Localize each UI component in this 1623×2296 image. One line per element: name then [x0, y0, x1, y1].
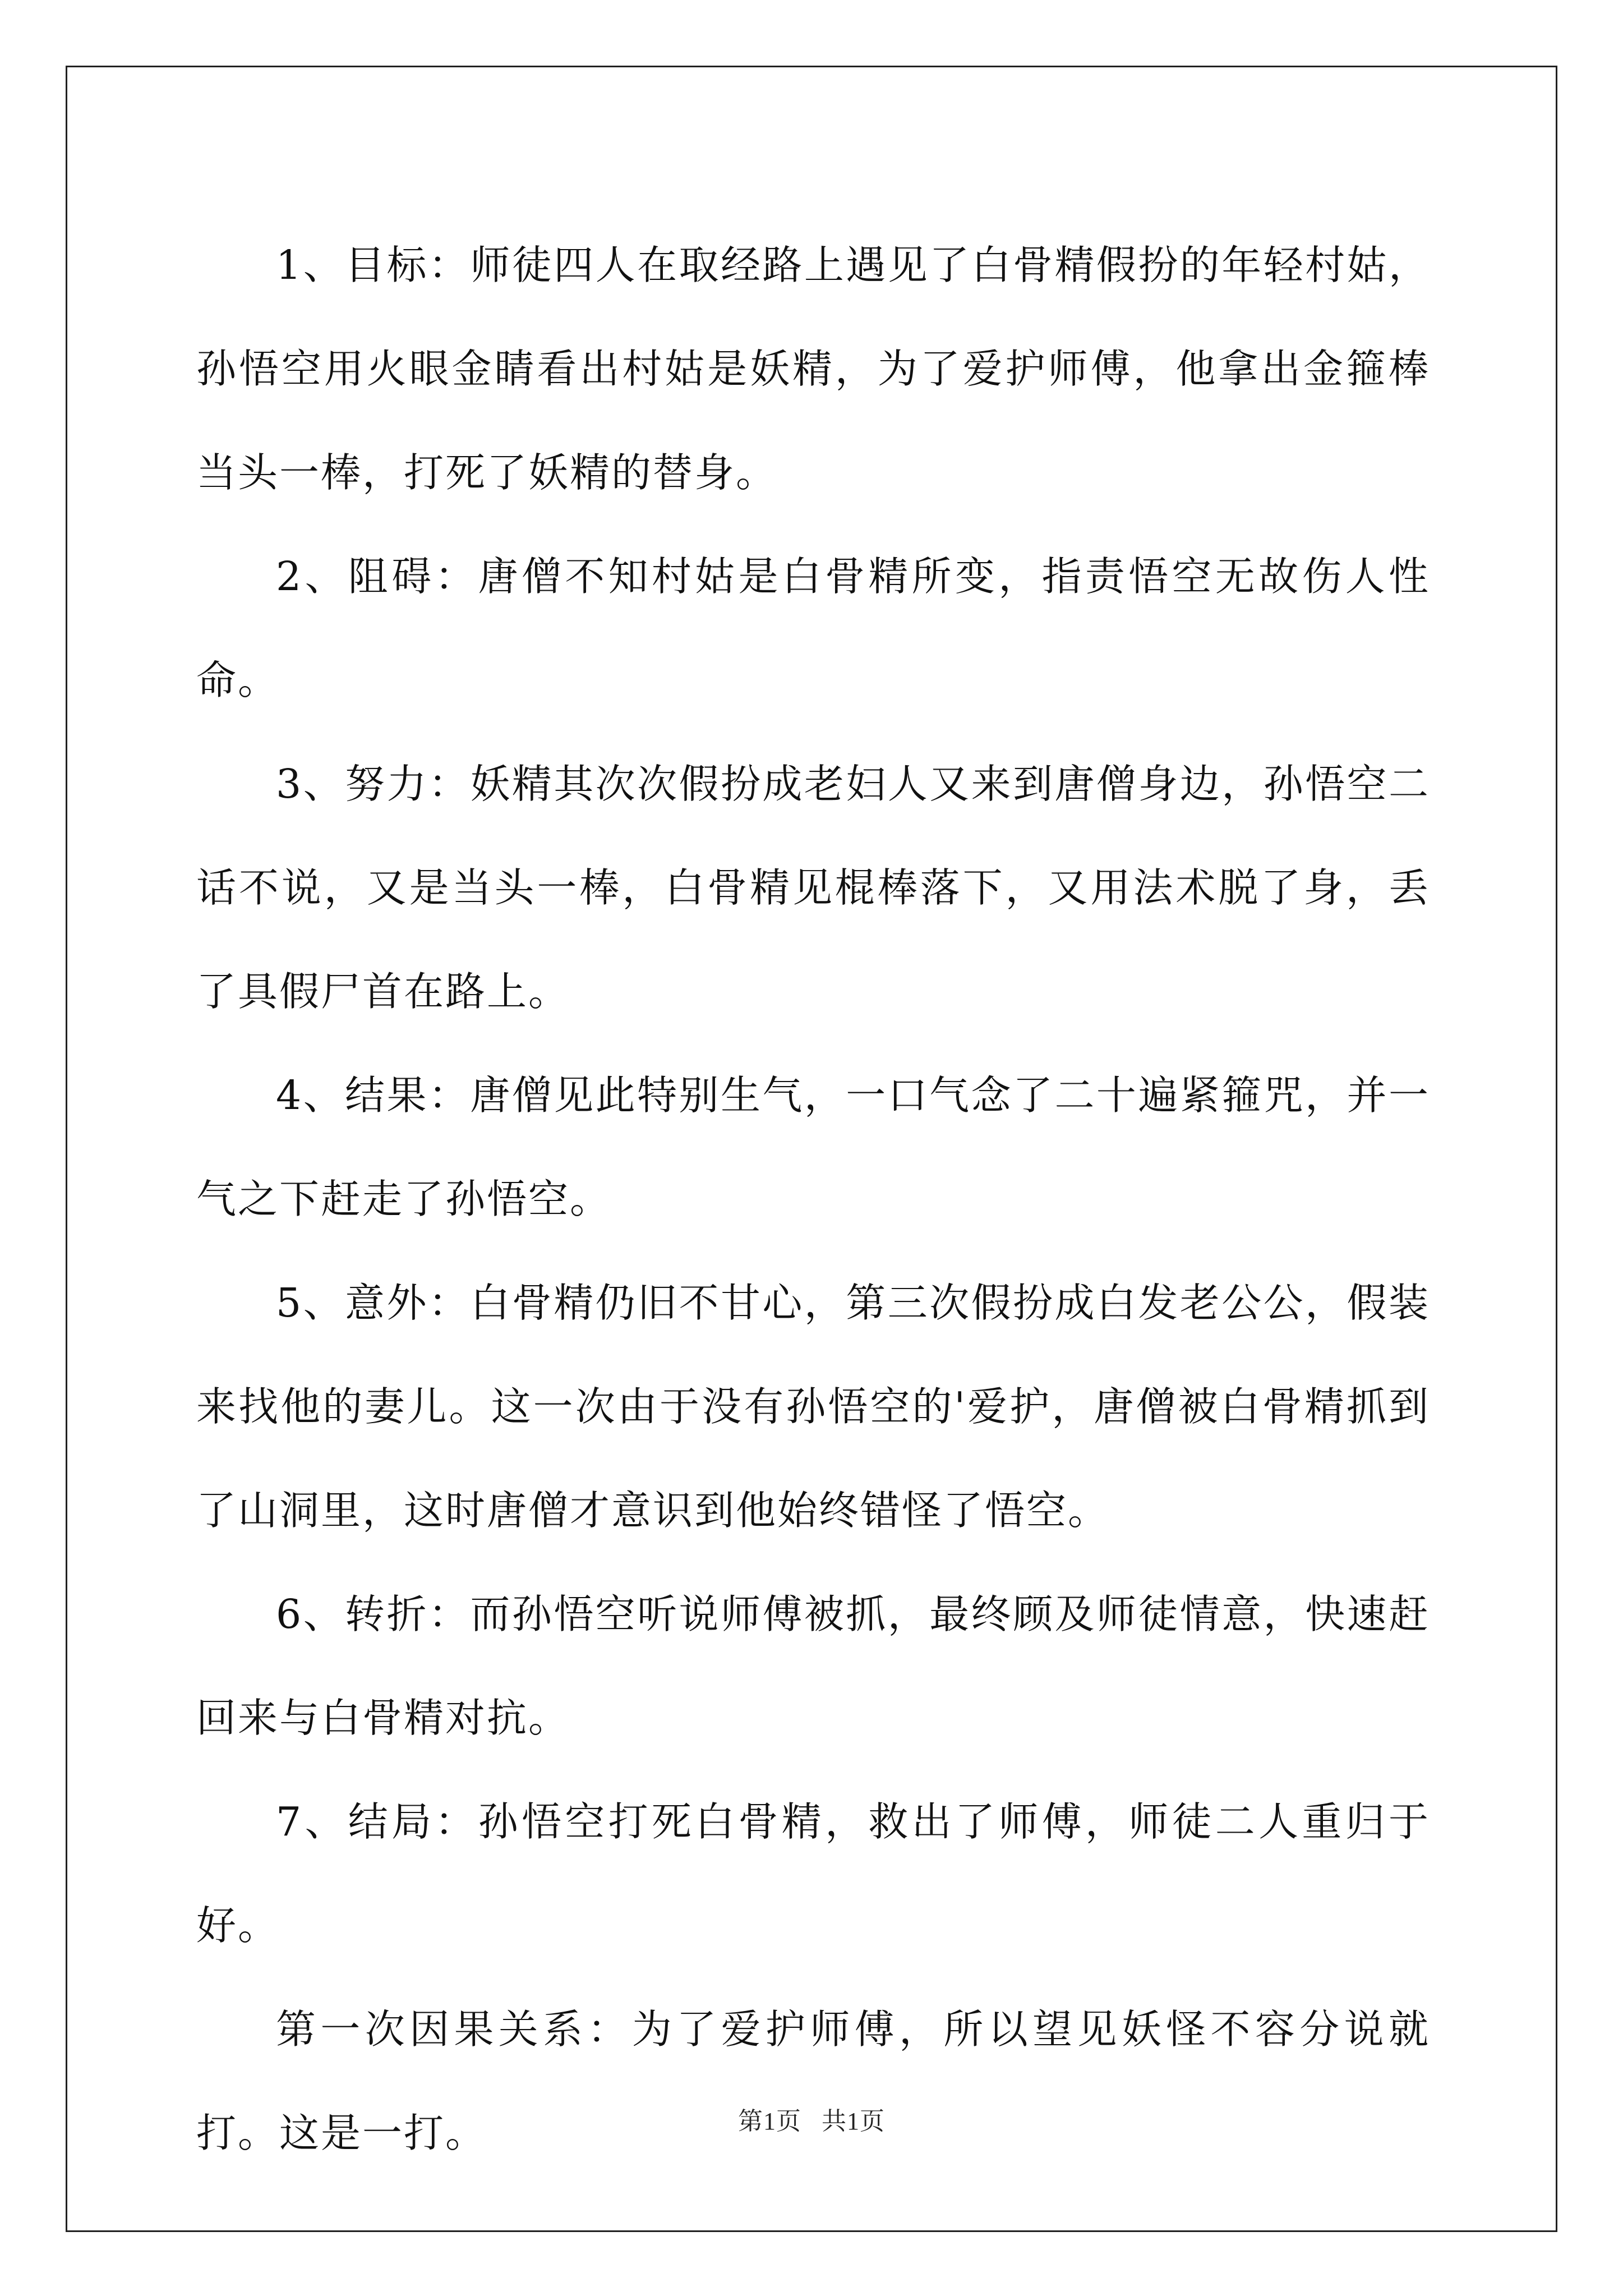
page-number: 第1页 [738, 2108, 801, 2135]
paragraph-goal: 1、目标：师徒四人在取经路上遇见了白骨精假扮的年轻村姑，孙悟空用火眼金睛看出村姑是妖精，为了爱护师傅，他拿出金箍棒当头一棒，打死了妖精的替身。 [196, 242, 1430, 496]
paragraph-obstacle: 2、阻碍：唐僧不知村姑是白骨精所变，指责悟空无故伤人性命。 [196, 553, 1430, 703]
paragraph-ending: 7、结局：孙悟空打死白骨精，救出了师傅，师徒二人重归于好。 [196, 1798, 1430, 1949]
page-total: 共1页 [822, 2108, 885, 2135]
paragraph-effort: 3、努力：妖精其次次假扮成老妇人又来到唐僧身边，孙悟空二话不说，又是当头一棒，白骨精见棍棒落下，又用法术脱了身，丢了具假尸首在路上。 [196, 761, 1430, 1015]
paragraph-result: 4、结果：唐僧见此特别生气，一口气念了二十遍紧箍咒，并一气之下赶走了孙悟空。 [196, 1072, 1430, 1222]
paragraph-turning-point: 6、转折：而孙悟空听说师傅被抓，最终顾及师徒情意，快速赶回来与白骨精对抗。 [196, 1591, 1430, 1741]
page-footer [0, 2101, 1623, 2137]
document-body [196, 213, 1430, 2185]
paragraph-causality: 第一次因果关系：为了爱护师傅，所以望见妖怪不容分说就打。这是一打。 [196, 2006, 1430, 2156]
paragraph-accident: 5、意外：白骨精仍旧不甘心，第三次假扮成白发老公公，假装来找他的妻儿。这一次由于没有孙悟空的'爱护，唐僧被白骨精抓到了山洞里，这时唐僧才意识到他始终错怪了悟空。 [196, 1280, 1430, 1534]
